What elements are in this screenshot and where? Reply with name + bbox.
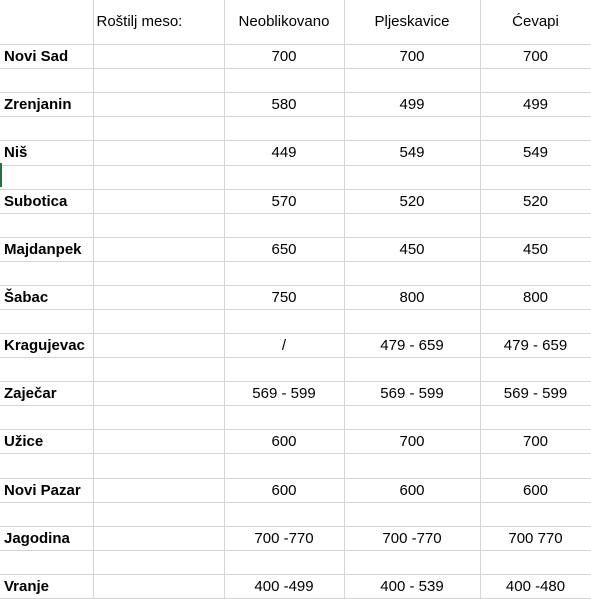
empty-cell[interactable] [480,261,591,285]
price-cell-cevapi[interactable]: 700 [480,430,591,454]
empty-cell[interactable] [344,550,480,574]
empty-cell[interactable] [93,478,224,502]
spacer-row [0,454,591,478]
price-cell-neoblikovano[interactable]: 700 [224,45,344,69]
price-cell-neoblikovano[interactable]: 650 [224,237,344,261]
empty-cell[interactable] [344,406,480,430]
table-row [0,574,591,598]
empty-cell[interactable] [0,454,93,478]
price-cell-cevapi[interactable]: 450 [480,237,591,261]
empty-cell[interactable] [224,165,344,189]
spacer-row [0,310,591,334]
city-cell[interactable]: Novi Sad [0,45,93,69]
price-cell-cevapi[interactable]: 549 [480,141,591,165]
price-cell-pljeskavice[interactable]: 600 [344,478,480,502]
price-cell-pljeskavice[interactable]: 569 - 599 [344,382,480,406]
cell-empty[interactable] [0,0,93,45]
empty-cell[interactable] [0,310,93,334]
empty-cell[interactable] [93,382,224,406]
table-row [0,45,591,69]
price-cell-pljeskavice[interactable]: 479 - 659 [344,334,480,358]
empty-cell[interactable] [0,261,93,285]
price-cell-pljeskavice[interactable]: 700 [344,430,480,454]
empty-cell[interactable] [480,165,591,189]
city-cell[interactable]: Jagodina [0,526,93,550]
empty-cell[interactable] [480,406,591,430]
price-cell-neoblikovano[interactable]: 449 [224,141,344,165]
price-cell-neoblikovano[interactable]: 580 [224,93,344,117]
table-row [0,237,591,261]
empty-cell[interactable] [93,237,224,261]
spacer-row [0,502,591,526]
empty-cell[interactable] [93,574,224,598]
table-row [0,141,591,165]
price-cell-neoblikovano[interactable]: 750 [224,285,344,309]
price-cell-neoblikovano[interactable]: 600 [224,430,344,454]
price-cell-pljeskavice[interactable]: 700 -770 [344,526,480,550]
spacer-row [0,69,591,93]
empty-cell[interactable] [93,334,224,358]
city-cell[interactable]: Vranje [0,574,93,598]
header-row [0,0,591,45]
empty-cell[interactable] [344,358,480,382]
empty-cell[interactable] [0,550,93,574]
empty-cell[interactable] [224,213,344,237]
table-row [0,430,591,454]
empty-cell[interactable] [0,69,93,93]
price-cell-cevapi[interactable]: 700 770 [480,526,591,550]
price-cell-neoblikovano[interactable]: / [224,334,344,358]
empty-cell[interactable] [344,213,480,237]
spacer-row [0,117,591,141]
header-pljeskavice-cell[interactable]: Pljeskavice [344,0,480,45]
empty-cell[interactable] [93,117,224,141]
empty-cell[interactable] [480,502,591,526]
city-cell[interactable]: Kragujevac [0,334,93,358]
table-row [0,189,591,213]
empty-cell[interactable] [344,69,480,93]
empty-cell[interactable] [93,358,224,382]
empty-cell[interactable] [224,117,344,141]
empty-cell[interactable] [224,550,344,574]
empty-cell[interactable] [0,165,93,189]
empty-cell[interactable] [344,310,480,334]
empty-cell[interactable] [93,526,224,550]
empty-cell[interactable] [93,406,224,430]
city-cell[interactable]: Zrenjanin [0,93,93,117]
empty-cell[interactable] [0,213,93,237]
city-cell[interactable]: Užice [0,430,93,454]
empty-cell[interactable] [93,261,224,285]
spacer-row [0,358,591,382]
empty-cell[interactable] [93,454,224,478]
price-cell-pljeskavice[interactable]: 549 [344,141,480,165]
empty-cell[interactable] [480,69,591,93]
empty-cell[interactable] [93,141,224,165]
table-row [0,285,591,309]
table-row [0,93,591,117]
spacer-row [0,550,591,574]
empty-cell[interactable] [93,69,224,93]
empty-cell[interactable] [93,93,224,117]
city-cell[interactable]: Šabac [0,285,93,309]
spacer-row [0,165,591,189]
city-cell[interactable]: Subotica [0,189,93,213]
city-cell[interactable]: Majdanpek [0,237,93,261]
empty-cell[interactable] [224,69,344,93]
empty-cell[interactable] [480,550,591,574]
empty-cell[interactable] [93,165,224,189]
empty-cell[interactable] [480,310,591,334]
empty-cell[interactable] [224,261,344,285]
header-label-cell[interactable]: Roštilj meso: [93,0,224,45]
price-cell-cevapi[interactable]: 700 [480,45,591,69]
table-row [0,382,591,406]
empty-cell[interactable] [224,454,344,478]
empty-cell[interactable] [93,189,224,213]
empty-cell[interactable] [480,454,591,478]
empty-cell[interactable] [0,406,93,430]
empty-cell[interactable] [344,165,480,189]
empty-cell[interactable] [0,502,93,526]
price-cell-cevapi[interactable]: 600 [480,478,591,502]
empty-cell[interactable] [0,358,93,382]
empty-cell[interactable] [224,502,344,526]
price-cell-neoblikovano[interactable]: 569 - 599 [224,382,344,406]
empty-cell[interactable] [224,358,344,382]
table-row [0,526,591,550]
empty-cell[interactable] [480,117,591,141]
price-cell-pljeskavice[interactable]: 400 - 539 [344,574,480,598]
price-cell-neoblikovano[interactable]: 600 [224,478,344,502]
price-cell-pljeskavice[interactable]: 700 [344,45,480,69]
empty-cell[interactable] [344,502,480,526]
price-cell-pljeskavice[interactable]: 450 [344,237,480,261]
price-cell-neoblikovano[interactable]: 400 -499 [224,574,344,598]
price-cell-cevapi[interactable]: 499 [480,93,591,117]
price-cell-cevapi[interactable]: 479 - 659 [480,334,591,358]
empty-cell[interactable] [224,310,344,334]
empty-cell[interactable] [93,285,224,309]
price-cell-cevapi[interactable]: 569 - 599 [480,382,591,406]
empty-cell[interactable] [344,454,480,478]
city-cell[interactable]: Novi Pazar [0,478,93,502]
city-cell[interactable]: Niš [0,141,93,165]
empty-cell[interactable] [93,213,224,237]
empty-cell[interactable] [0,117,93,141]
empty-cell[interactable] [344,261,480,285]
header-neoblikovano-cell[interactable]: Neoblikovano [224,0,344,45]
price-cell-neoblikovano[interactable]: 700 -770 [224,526,344,550]
price-cell-pljeskavice[interactable]: 499 [344,93,480,117]
spacer-row [0,261,591,285]
empty-cell[interactable] [344,117,480,141]
active-cell-indicator [0,163,2,187]
empty-cell[interactable] [93,310,224,334]
table-row [0,478,591,502]
empty-cell[interactable] [93,550,224,574]
empty-cell[interactable] [93,430,224,454]
table-row [0,334,591,358]
price-cell-cevapi[interactable]: 400 -480 [480,574,591,598]
header-cevapi-cell[interactable]: Ćevapi [480,0,591,45]
empty-cell[interactable] [224,406,344,430]
empty-cell[interactable] [480,213,591,237]
price-cell-cevapi[interactable]: 520 [480,189,591,213]
price-cell-cevapi[interactable]: 800 [480,285,591,309]
price-cell-pljeskavice[interactable]: 520 [344,189,480,213]
empty-cell[interactable] [480,358,591,382]
empty-cell[interactable] [93,502,224,526]
price-cell-pljeskavice[interactable]: 800 [344,285,480,309]
city-cell[interactable]: Zaječar [0,382,93,406]
spacer-row [0,213,591,237]
price-cell-neoblikovano[interactable]: 570 [224,189,344,213]
empty-cell[interactable] [93,45,224,69]
spacer-row [0,406,591,430]
